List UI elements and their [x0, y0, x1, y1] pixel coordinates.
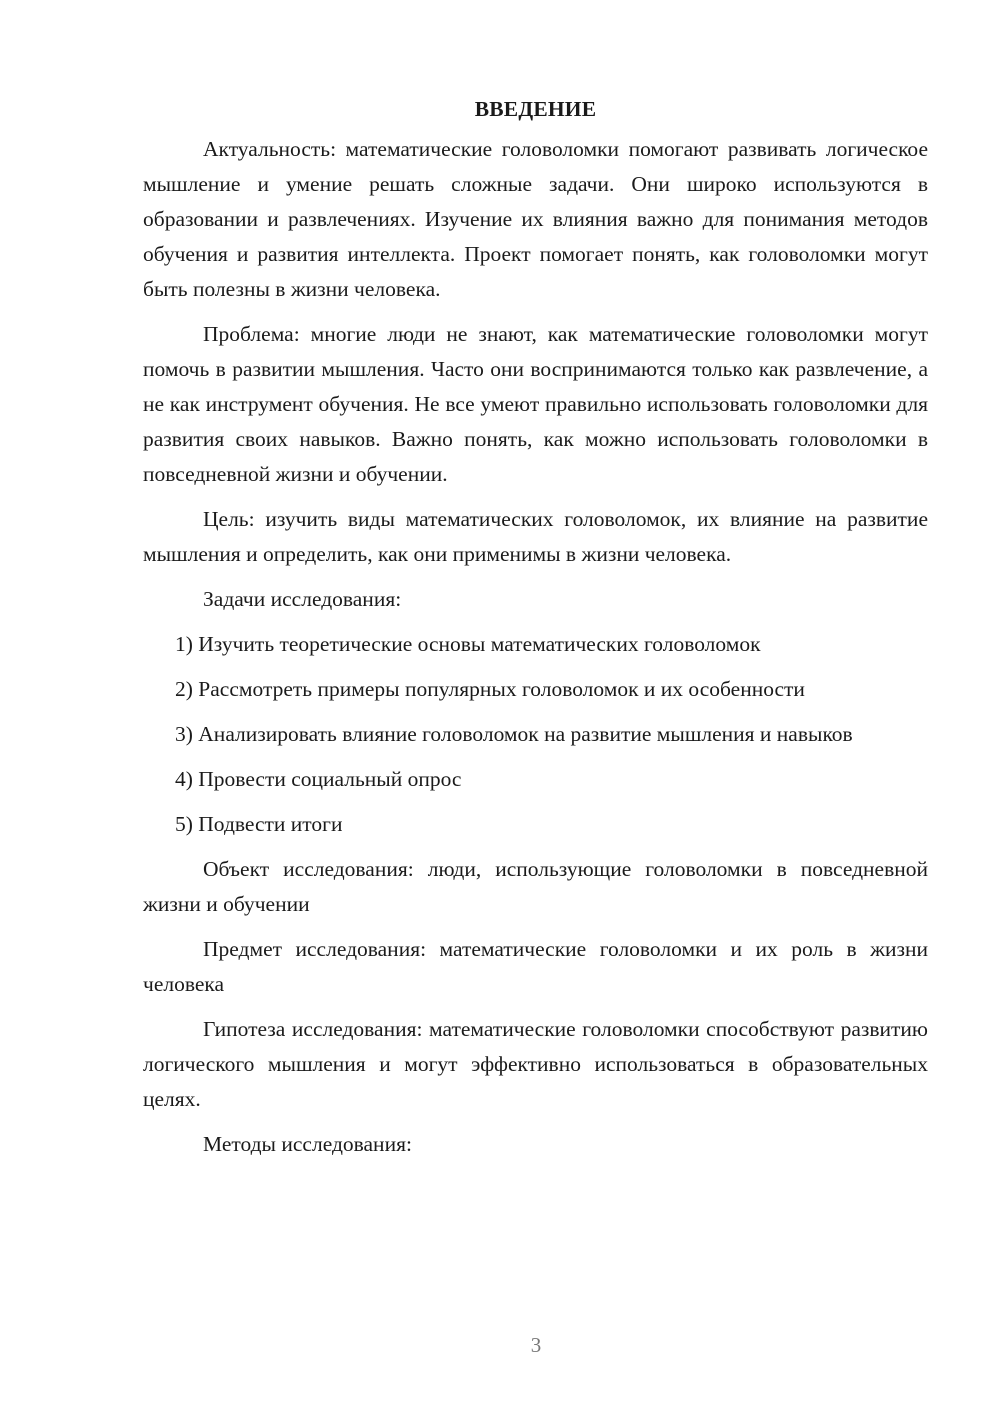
methods-heading: Методы исследования: [203, 1132, 412, 1156]
task-item: 5) Подвести итоги [175, 812, 343, 836]
hypothesis-paragraph: Гипотеза исследования: математические головоломки способствуют развитию логического мышления и могут эффективно использоваться в образовательных целях. [143, 1017, 928, 1111]
task-item: 2) Рассмотреть примеры популярных головоломок и их особенности [175, 677, 805, 701]
subject-paragraph: Предмет исследования: математические головоломки и их роль в жизни человека [143, 937, 928, 996]
document-page [143, 92, 928, 1172]
object-paragraph: Объект исследования: люди, использующие головоломки в повседневной жизни и обучении [143, 857, 928, 916]
page-title: ВВЕДЕНИЕ [474, 97, 597, 121]
page-number: 3 [530, 1333, 542, 1357]
relevance-paragraph: Актуальность: математические головоломки помогают развивать логическое мышление и умение решать сложные задачи. Они широко используются в образовании и развлечениях. Изучение их влияния важно для понимания методов обучения и развития интеллекта. Проект помогает понять, как головоломки могут быть полезны в жизни человека. [143, 137, 928, 301]
problem-paragraph: Проблема: многие люди не знают, как математические головоломки могут помочь в развитии мышления. Часто они воспринимаются только как развлечение, а не как инструмент обучения. Не все умеют правильно использовать головоломки для развития своих навыков. Важно понять, как можно использовать головоломки в повседневной жизни и обучении. [143, 322, 928, 486]
task-item: 4) Провести социальный опрос [175, 767, 462, 791]
task-item: 1) Изучить теоретические основы математических головоломок [175, 632, 761, 656]
tasks-heading: Задачи исследования: [203, 587, 402, 611]
task-item: 3) Анализировать влияние головоломок на развитие мышления и навыков [175, 722, 853, 746]
goal-paragraph: Цель: изучить виды математических головоломок, их влияние на развитие мышления и определить, как они применимы в жизни человека. [143, 507, 928, 566]
